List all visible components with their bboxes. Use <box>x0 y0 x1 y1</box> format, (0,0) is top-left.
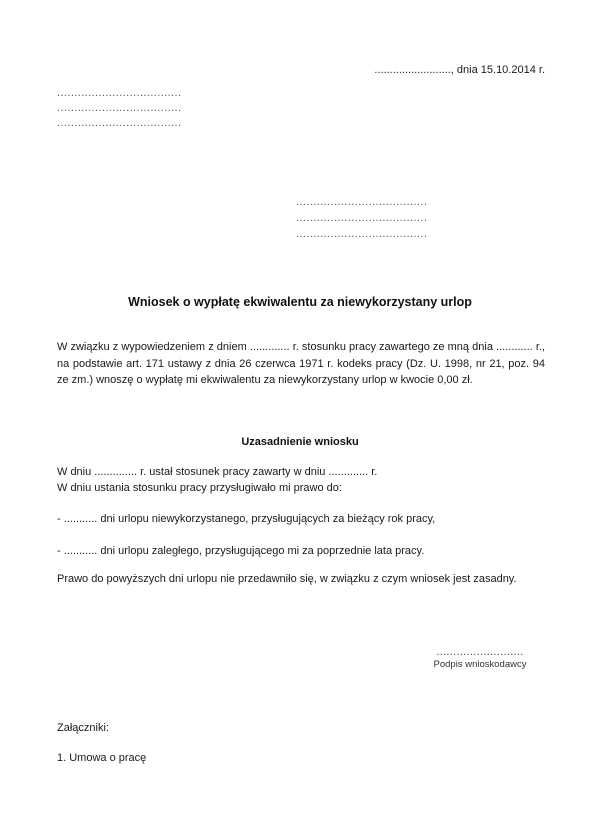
signature-blank-line: .......................... <box>436 646 524 658</box>
justification-line-2: W dniu ustania stosunku pracy przysługiwało mi prawo do: <box>57 482 342 494</box>
addressee-blank-line: ...................................... <box>296 196 428 208</box>
signature-label: Podpis wnioskodawcy <box>433 659 527 670</box>
sender-block <box>57 86 181 131</box>
date-line: ........................., dnia 15.10.2014 r. <box>374 64 545 76</box>
attachment-item: 1. Umowa o pracę <box>57 752 147 764</box>
justification-line-1: W dniu .............. r. ustał stosunek pracy zawarty w dniu ............. r. <box>57 466 378 478</box>
addressee-blank-line: ...................................... <box>296 212 428 224</box>
document-title: Wniosek o wypłatę ekwiwalentu za niewykorzystany urlop <box>128 295 472 309</box>
leave-days-current-year-line: - ........... dni urlopu niewykorzystanego, przysługujących za bieżący rok pracy, <box>57 513 436 525</box>
addressee-blank-line: ...................................... <box>296 228 428 240</box>
sender-blank-line: .................................... <box>57 87 182 99</box>
leave-days-previous-years-line: - ........... dni urlopu zaległego, przysługującego mi za poprzednie lata pracy. <box>57 545 425 557</box>
signature-block <box>415 646 545 671</box>
justification-heading: Uzasadnienie wniosku <box>241 436 359 448</box>
addressee-block <box>296 194 427 242</box>
intro-paragraph: W związku z wypowiedzeniem z dniem ............. r. stosunku pracy zawartego ze mną dnia ............ r., na podstawie art. 171 ustawy z dnia 26 czerwca 1971 r. kodeks pracy (Dz. U. 1998, nr 21, poz. 94 ze zm.) wnoszę o wypłatę mi ekwiwalentu za niewykorzystany urlop w kwocie 0,00 zł. <box>57 341 545 386</box>
sender-blank-line: .................................... <box>57 102 182 114</box>
closing-statement: Prawo do powyższych dni urlopu nie przedawniło się, w związku z czym wniosek jest zasadny. <box>57 573 517 585</box>
sender-blank-line: .................................... <box>57 117 182 129</box>
attachments-heading: Załączniki: <box>57 722 109 734</box>
